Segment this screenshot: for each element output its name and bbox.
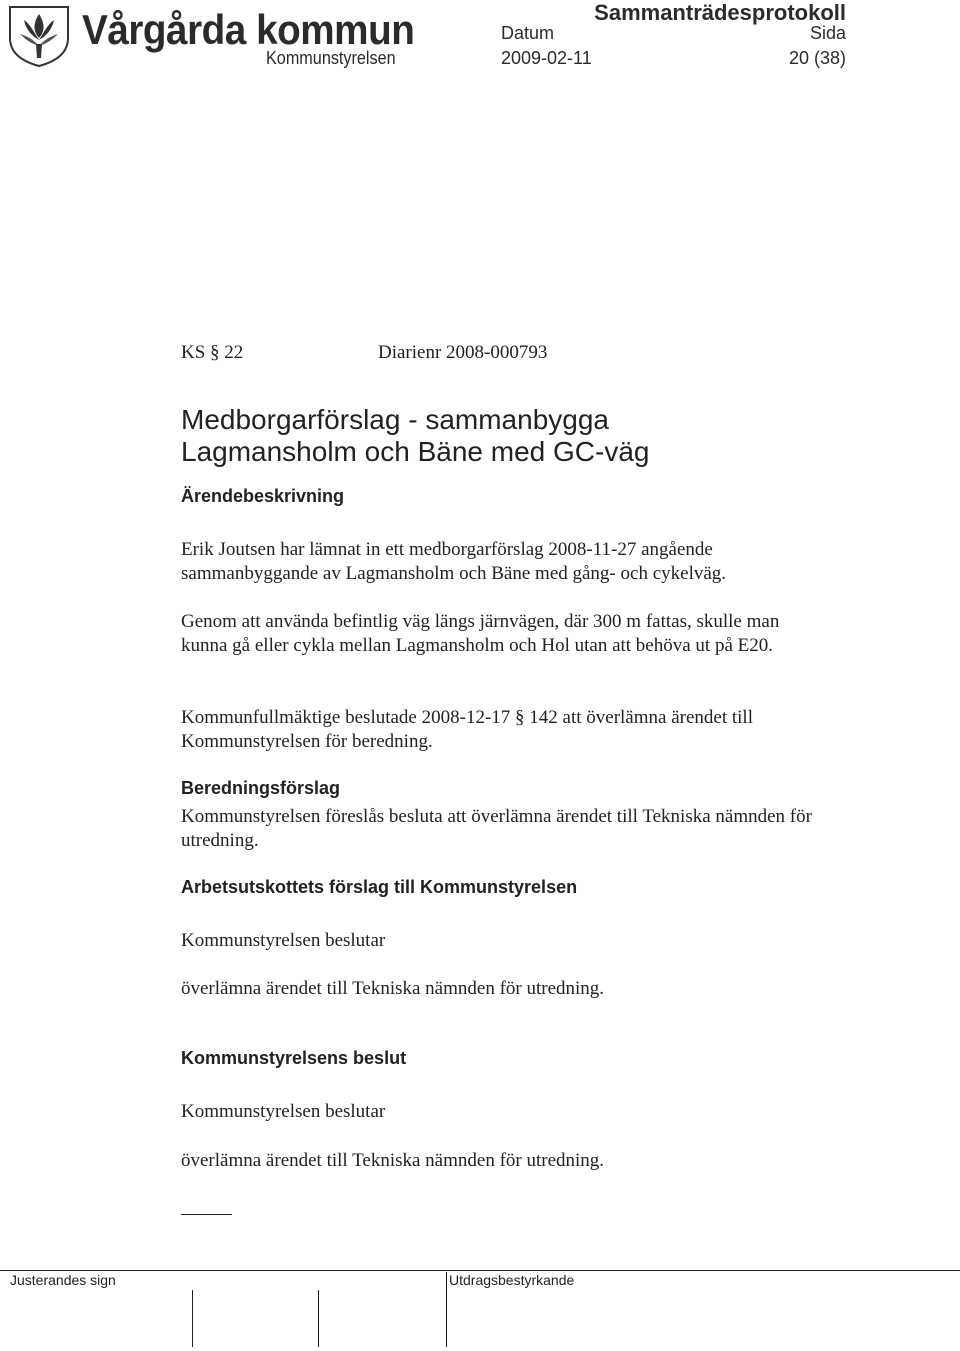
matter-title-line-1: Medborgarförslag - sammanbygga	[181, 404, 609, 435]
footer-extract-label: Utdragsbestyrkande	[449, 1272, 575, 1288]
board-decides: Kommunstyrelsen beslutar	[181, 1101, 386, 1122]
page-label: Sida	[809, 23, 846, 43]
working-committee-decides: Kommunstyrelsen beslutar	[181, 930, 386, 951]
protocol-title: Sammanträdesprotokoll	[594, 0, 846, 25]
signature-box-divider	[192, 1290, 193, 1347]
section-heading-arendebeskrivning: Ärendebeskrivning	[181, 486, 345, 506]
footer-sign-label: Justerandes sign	[10, 1272, 116, 1288]
end-divider	[181, 1214, 232, 1215]
diary-number: Diarienr 2008-000793	[378, 342, 548, 363]
meeting-date: 2009-02-11	[501, 48, 592, 68]
extract-box-divider	[446, 1272, 447, 1347]
page-number: 20 (38)	[788, 48, 846, 68]
case-number: KS § 22	[181, 342, 244, 363]
description-paragraph: Genom att använda befintlig väg längs järnvägen, där 300 m fattas, skulle man kunna gå eller cykla mellan Lagmansholm och Hol utan att behöva ut på E20.	[181, 611, 780, 656]
section-heading-working-committee-proposal: Arbetsutskottets förslag till Kommunstyrelsen	[181, 877, 578, 897]
footer-divider	[0, 1270, 960, 1271]
matter-title	[181, 404, 649, 468]
signature-box-divider	[318, 1290, 319, 1347]
board-decision: överlämna ärendet till Tekniska nämnden för utredning.	[181, 1150, 605, 1171]
committee-name: Kommunstyrelsen	[266, 48, 396, 68]
section-heading-board-decision: Kommunstyrelsens beslut	[181, 1048, 407, 1068]
working-committee-decision: överlämna ärendet till Tekniska nämnden för utredning.	[181, 978, 605, 999]
matter-title-line-2: Lagmansholm och Bäne med GC-väg	[181, 436, 650, 467]
municipal-crest-icon	[6, 4, 72, 68]
description-paragraph: Kommunfullmäktige beslutade 2008-12-17 § 142 att överlämna ärendet till Kommunstyrelsen för beredning.	[181, 707, 753, 752]
preparation-proposal-text: Kommunstyrelsen föreslås besluta att överlämna ärendet till Tekniska nämnden för utredning.	[181, 806, 812, 851]
description-paragraph: Erik Joutsen har lämnat in ett medborgarförslag 2008-11-27 angående sammanbyggande av Lagmansholm och Bäne med gång- och cykelväg.	[181, 539, 727, 584]
municipality-name: Vårgårda kommun	[82, 6, 415, 53]
section-heading-beredningsforslag: Beredningsförslag	[181, 778, 341, 798]
date-label: Datum	[501, 23, 555, 43]
